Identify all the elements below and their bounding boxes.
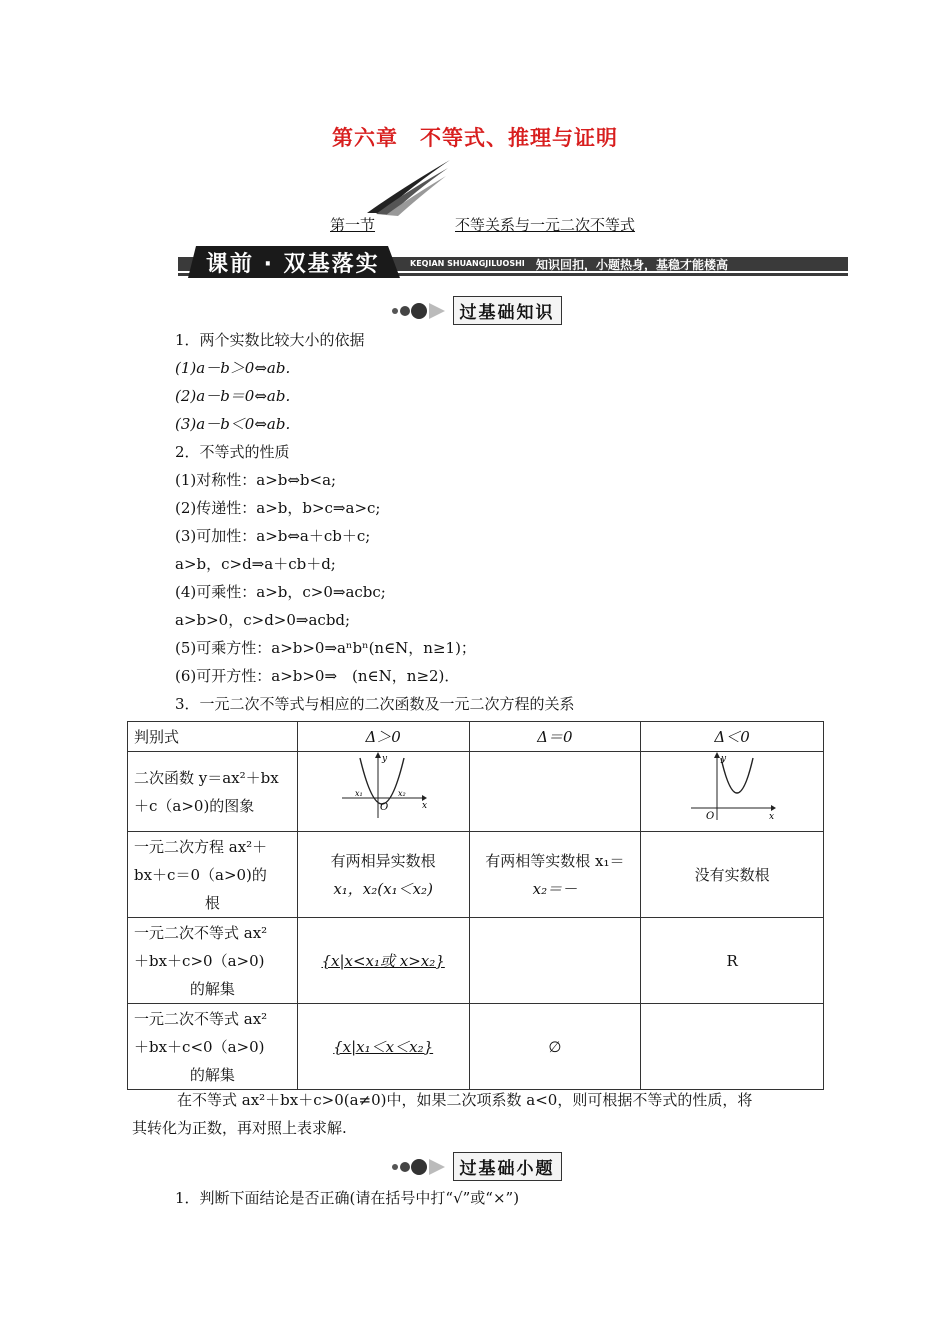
text-line: (5)可乘方性：a>b>0⇒aⁿbⁿ(n∈N，n≥1)； bbox=[175, 639, 476, 657]
banner-main: 课前 · 双基落实 bbox=[206, 252, 380, 277]
table-header-cell: Δ＝0 bbox=[469, 722, 641, 752]
cell-line: 有两相等实数根 x₁＝ bbox=[485, 851, 625, 870]
swoosh-decoration-icon bbox=[362, 158, 452, 218]
table-row bbox=[128, 832, 824, 918]
table-row-label bbox=[128, 752, 298, 832]
subheading-exercises bbox=[0, 1152, 950, 1182]
text-line: a>b>0，c>d>0⇒acbd; bbox=[175, 611, 351, 629]
table-cell: R bbox=[641, 918, 824, 1004]
table-cell bbox=[469, 832, 641, 918]
graph-x-label: x bbox=[422, 801, 428, 811]
subheading-knowledge-label: 过基础知识 bbox=[453, 296, 562, 325]
text-line: a>b，c>d⇒a＋cb＋d; bbox=[175, 555, 336, 573]
table-row-label bbox=[128, 1004, 298, 1090]
table-row bbox=[128, 918, 824, 1004]
section-title: 不等关系与一元二次不等式 bbox=[455, 216, 636, 234]
text-line: (1)对称性：a>b⇔b<a; bbox=[175, 471, 337, 489]
graph-cell-positive bbox=[297, 752, 469, 832]
text-line: (3)a－b＜0⇔ab. bbox=[175, 415, 291, 433]
label-line: 的解集 bbox=[189, 1065, 235, 1084]
graph-x-label: x bbox=[769, 812, 775, 822]
cell-line: 没有实数根 bbox=[694, 865, 770, 884]
table-cell bbox=[469, 918, 641, 1004]
table-cell: {x|x<x₁或 x>x₂} bbox=[297, 918, 469, 1004]
table-header-cell: 判别式 bbox=[128, 722, 298, 752]
cell-line: x₂＝－ bbox=[532, 879, 578, 898]
graph-x2-label: x₂ bbox=[398, 789, 406, 798]
note-line: 其转化为正数，再对照上表求解. bbox=[132, 1119, 347, 1137]
text-line: (3)可加性：a>b⇔a＋cb＋c; bbox=[175, 527, 371, 545]
text-line: (6)可开方性：a>b>0⇒ (n∈N，n≥2)． bbox=[175, 667, 460, 685]
label-line: ＋c（a>0)的图象 bbox=[134, 796, 255, 815]
label-line: bx＋c＝0（a>0)的 bbox=[134, 865, 267, 884]
graph-y-label: y bbox=[721, 754, 727, 764]
parabola-no-roots-graph bbox=[687, 752, 777, 822]
label-line: 一元二次方程 ax²＋ bbox=[134, 837, 268, 856]
label-line: 一元二次不等式 ax² bbox=[134, 1009, 268, 1028]
text-line: (1)a－b＞0⇔ab. bbox=[175, 359, 291, 377]
label-line: 根 bbox=[204, 893, 220, 912]
table-row bbox=[128, 1004, 824, 1090]
text-line: (4)可乘性：a>b，c>0⇒acbc; bbox=[175, 583, 386, 601]
text-line: 1．两个实数比较大小的依据 bbox=[175, 331, 365, 349]
table-header-cell: Δ＞0 bbox=[297, 722, 469, 752]
text-line: (2)a－b＝0⇔ab. bbox=[175, 387, 291, 405]
parabola-two-roots-graph bbox=[338, 752, 428, 822]
label-line: 二次函数 y＝ax²＋bx bbox=[134, 768, 279, 787]
cell-line: 有两相异实数根 bbox=[330, 851, 436, 870]
banner-pinyin: KEQIAN SHUANGJILUOSHI bbox=[410, 259, 525, 268]
table-cell bbox=[297, 832, 469, 918]
text-line: (2)传递性：a>b，b>c⇒a>c; bbox=[175, 499, 381, 517]
graph-origin-label: O bbox=[706, 811, 715, 822]
table-cell: ∅ bbox=[469, 1004, 641, 1090]
table-cell: {x|x₁＜x＜x₂} bbox=[297, 1004, 469, 1090]
text-line: 3．一元二次不等式与相应的二次函数及一元二次方程的关系 bbox=[175, 695, 575, 713]
chapter-title: 第六章 不等式、推理与证明 bbox=[332, 125, 618, 150]
table-header-cell: Δ＜0 bbox=[641, 722, 824, 752]
relation-table bbox=[127, 721, 824, 1090]
question-line: 1．判断下面结论是否正确(请在括号中打“√”或“×”) bbox=[175, 1189, 520, 1207]
table-cell bbox=[641, 1004, 824, 1090]
label-line: 的解集 bbox=[189, 979, 235, 998]
banner-slogan: 知识回扣，小题热身，基稳才能楼高 bbox=[536, 258, 729, 272]
label-line: 一元二次不等式 ax² bbox=[134, 923, 268, 942]
table-row-label bbox=[128, 832, 298, 918]
subheading-exercises-label: 过基础小题 bbox=[453, 1152, 562, 1181]
banner bbox=[178, 244, 848, 278]
dots-arrow-icon bbox=[389, 300, 447, 322]
label-line: ＋bx＋c>0（a>0) bbox=[134, 951, 265, 970]
label-line: ＋bx＋c<0（a>0) bbox=[134, 1037, 265, 1056]
graph-x1-label: x₁ bbox=[355, 789, 363, 798]
table-cell bbox=[641, 832, 824, 918]
subheading-knowledge bbox=[0, 296, 950, 326]
cell-line: x₁，x₂(x₁＜x₂) bbox=[333, 879, 433, 898]
graph-cell-negative bbox=[641, 752, 824, 832]
table-row bbox=[128, 752, 824, 832]
section-label: 第一节 bbox=[330, 216, 376, 234]
note-line: 在不等式 ax²＋bx＋c>0(a≠0)中，如果二次项系数 a<0，则可根据不等式的性质，将 bbox=[177, 1091, 753, 1109]
graph-y-label: y bbox=[382, 754, 388, 764]
table-row-label bbox=[128, 918, 298, 1004]
graph-origin-label: O bbox=[380, 802, 389, 813]
text-line: 2．不等式的性质 bbox=[175, 443, 290, 461]
table-header-row bbox=[128, 722, 824, 752]
graph-cell-zero bbox=[469, 752, 641, 832]
dots-arrow-icon bbox=[389, 1156, 447, 1178]
